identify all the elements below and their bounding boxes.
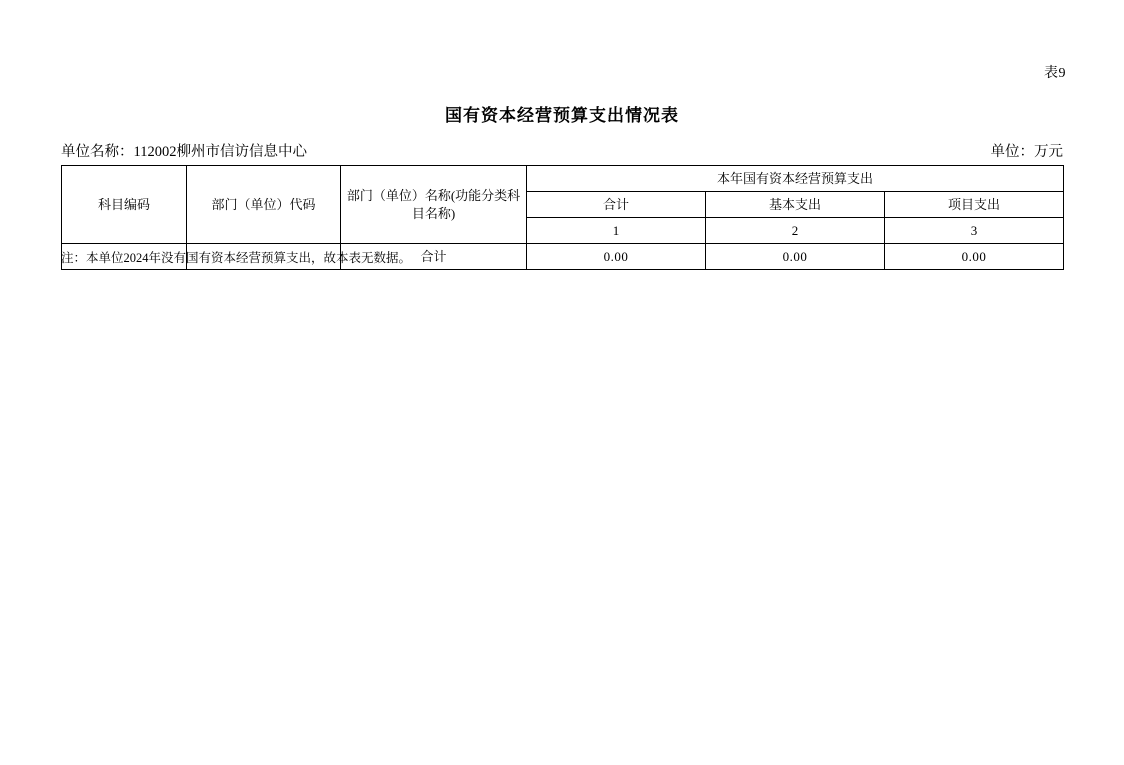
header-project: 项目支出 xyxy=(885,192,1064,218)
meta-row xyxy=(61,140,1063,160)
column-number-2: 2 xyxy=(706,218,885,244)
header-basic: 基本支出 xyxy=(706,192,885,218)
amount-unit: 单位：万元 xyxy=(990,144,1063,160)
unit-name xyxy=(61,140,307,161)
cell-dept-name: 合计 xyxy=(341,244,527,270)
unit-name-label: 单位名称： xyxy=(61,144,134,160)
sheet-number: 表9 xyxy=(1044,66,1066,81)
unit-name-value: 112002柳州市信访信息中心 xyxy=(133,144,307,160)
table-note: 注：本单位2024年没有国有资本经营预算支出，故本表无数据。 xyxy=(61,251,412,265)
column-number-1: 1 xyxy=(527,218,706,244)
header-total: 合计 xyxy=(527,192,706,218)
header-dept-code: 部门（单位）代码 xyxy=(187,166,341,244)
header-group-title: 本年国有资本经营预算支出 xyxy=(527,166,1064,192)
table-header-row-1 xyxy=(62,166,1064,192)
cell-basic: 0.00 xyxy=(706,244,885,270)
cell-total: 0.00 xyxy=(527,244,706,270)
header-subject-code: 科目编码 xyxy=(62,166,187,244)
column-number-3: 3 xyxy=(885,218,1064,244)
page-title: 国有资本经营预算支出情况表 xyxy=(445,106,679,125)
cell-project: 0.00 xyxy=(885,244,1064,270)
header-dept-name: 部门（单位）名称(功能分类科目名称) xyxy=(341,166,527,244)
